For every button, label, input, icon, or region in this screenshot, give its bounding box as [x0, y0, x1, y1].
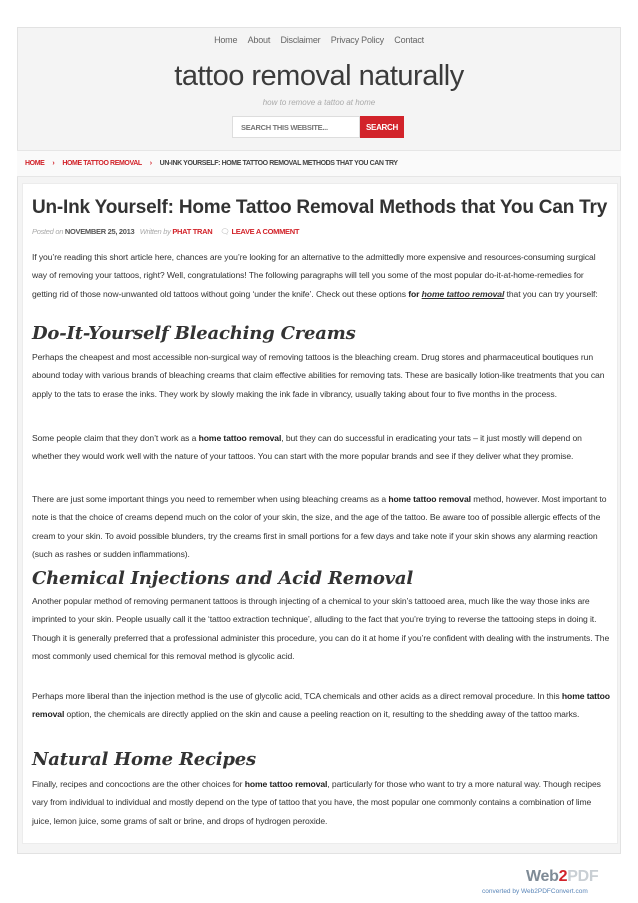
chemical-paragraph-1: Another popular method of removing permanent tattoos is through injecting of a chemical to your skin’s tattooed area, much like the way those inks are imprinted to your skin. People usually call it the ‘tattoo extraction technique’, alluding to the fact that you’re trying to reverse the tattooing steps in doing it. Though it is generally preferred that a professional administer this procedure, you can do it at home if you’re confident with dealing with the instruments. The most commonly used chemical for this removal method is glycolic acid.: [32, 596, 610, 662]
leave-comment-link[interactable]: LEAVE A COMMENT: [231, 227, 300, 236]
breadcrumb-bar: [17, 150, 621, 177]
intro-paragraph: [32, 248, 610, 303]
keyword: home tattoo removal: [198, 433, 282, 443]
text: Perhaps more liberal than the injection method is the use of glycolic acid, TCA chemicals and other acids as a direct removal procedure. In this: [32, 691, 562, 701]
speech-bubble-icon: 🗨: [220, 227, 230, 236]
site-tagline: how to remove a tattoo at home: [262, 98, 376, 107]
search-form: [232, 116, 404, 138]
breadcrumb-category-link[interactable]: HOME TATTOO REMOVAL: [62, 160, 142, 167]
nav-privacy-policy-link[interactable]: Privacy Policy: [330, 35, 384, 45]
top-navigation: [0, 35, 638, 45]
written-by-label: Written by: [139, 227, 171, 236]
bleaching-paragraph-2: [32, 429, 610, 466]
intro-text: If you’re reading this short article here, chances are you’re looking for an alternative to the admittedly more expensive and resources-consuming surgical way of removing your tattoos, right? Well, congratulations! The following paragraphs will tell you some of the most popular do-it-at-home-remedies for getting rid of those now-unwanted old tattoos without going ‘under the knife’. Check out these options: [32, 252, 596, 299]
keyword: home tattoo removal: [244, 779, 328, 789]
chevron-right-icon: ›: [52, 160, 55, 167]
text: Finally, recipes and concoctions are the other choices for: [32, 779, 245, 789]
text: , but they can do successful in eradicating your tats – it just mostly will depend on whether they would work well with the nature of your tattoos. You can start with the more popular brands and see if they deliver what they promise.: [32, 433, 582, 462]
search-input[interactable]: [232, 116, 360, 138]
keyword: home tattoo removal: [32, 691, 610, 720]
chevron-right-icon: ›: [149, 160, 152, 167]
text: There are just some important things you need to remember when using bleaching creams as a: [32, 494, 389, 504]
nav-disclaimer-link[interactable]: Disclaimer: [280, 35, 321, 45]
bleaching-paragraph-1: Perhaps the cheapest and most accessible non-surgical way of removing tattoos is the bleaching cream. Drug stores and pharmaceutical boutiques run abound today with various brands of bleaching creams that claim effective abilities for removing tats. These are basically lotion-like treatments that you can apply to the tats to erase the inks. They work by slowly making the ink fade in vibrancy, usually taking about four to five months in the process.: [32, 352, 605, 399]
text: Some people claim that they don’t work as a: [32, 433, 199, 443]
breadcrumb-current: UN-INK YOURSELF: HOME TATTOO REMOVAL METHODS THAT YOU CAN TRY: [159, 160, 398, 167]
text: , particularly for those who want to try a more natural way. Though recipes vary from individual to individual and mostly depend on the type of tattoo that you have, the most popular one commonly contains a combination of lime juice, lemon juice, some grams of salt or brine, and drops of hydrogen peroxide.: [32, 779, 601, 826]
site-title[interactable]: tattoo removal naturally: [174, 60, 464, 92]
post-date: NOVEMBER 25, 2013: [64, 227, 135, 236]
nav-about-link[interactable]: About: [247, 35, 271, 45]
intro-text-end: that you can try yourself:: [504, 288, 598, 299]
heading-bleaching-creams: Do-It-Yourself Bleaching Creams: [32, 323, 356, 344]
intro-for: for: [408, 288, 420, 299]
home-tattoo-removal-link[interactable]: home tattoo removal: [421, 288, 505, 299]
posted-on-label: Posted on: [32, 227, 64, 236]
keyword: home tattoo removal: [388, 494, 471, 504]
heading-chemical-injections: Chemical Injections and Acid Removal: [32, 568, 413, 589]
converted-by-link[interactable]: converted by Web2PDFConvert.com: [482, 888, 588, 895]
breadcrumb-home-link[interactable]: HOME: [25, 160, 45, 167]
search-button[interactable]: SEARCH: [360, 116, 404, 138]
breadcrumb: [25, 160, 398, 167]
nav-contact-link[interactable]: Contact: [394, 35, 424, 45]
post-title: Un-Ink Yourself: Home Tattoo Removal Methods that You Can Try: [32, 197, 608, 218]
nav-home-link[interactable]: Home: [214, 35, 238, 45]
text: method, however. Most important to note is that the choice of creams depend much on the color of your skin, the size, and the age of the tattoo. Be aware too of possible allergic effects of the cream to your skin. To avoid possible blunders, try the creams first in small portions for a few days and take note if your skin shows any alarming reaction (such as rashes or sudden inflammations).: [32, 494, 607, 560]
heading-natural-recipes: Natural Home Recipes: [32, 749, 256, 770]
web2pdf-logo: Web2PDF: [526, 868, 599, 885]
chemical-paragraph-2: [32, 687, 610, 724]
text: option, the chemicals are directly applied on the skin and cause a peeling reaction on it, resulting to the shedding away of the tattoo marks.: [64, 709, 580, 720]
post-meta: [32, 227, 299, 236]
natural-paragraph-1: [32, 775, 610, 830]
author-link[interactable]: PHAT TRAN: [172, 227, 213, 236]
web2pdf-watermark: [482, 868, 604, 895]
bleaching-paragraph-3: [32, 490, 610, 564]
